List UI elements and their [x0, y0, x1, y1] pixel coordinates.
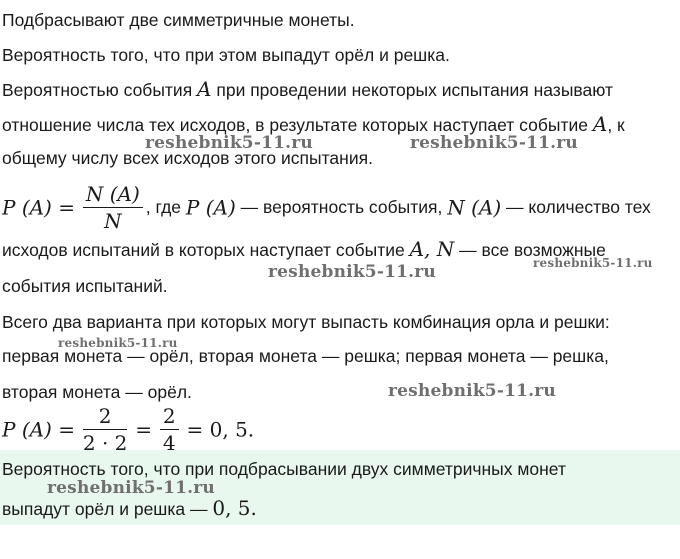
fraction-denominator: 2 · 2: [82, 431, 128, 455]
watermark: reshebnik5-11.ru: [410, 133, 578, 153]
text-segment: выпадут орёл и решка —: [2, 499, 213, 519]
text-segment: где: [155, 197, 186, 217]
text-segment: отношение числа тех исходов, в результате которых наступает событие: [2, 115, 593, 135]
formula-fraction-1: [83, 404, 128, 455]
text-segment: — количество тех: [501, 197, 651, 217]
watermark: reshebnik5-11.ru: [533, 256, 653, 270]
math-p-a: P (A): [185, 195, 236, 220]
text-segment: исходов испытаний в которых наступает событие: [2, 240, 410, 260]
watermark: reshebnik5-11.ru: [388, 381, 556, 401]
watermark: reshebnik5-11.ru: [58, 336, 178, 350]
text-segment: — вероятность события,: [235, 197, 448, 217]
formula-fraction: [83, 182, 143, 233]
text-line-3: [2, 77, 613, 101]
fraction-denominator: N: [104, 209, 122, 233]
text-line-7: [2, 237, 606, 261]
math-n-a: N (A): [447, 195, 502, 220]
math-event-a: A: [197, 77, 212, 101]
text-line-1: Подбрасывают две симметричные монеты.: [2, 10, 355, 30]
text-line-5: общему числу всех исходов этого испытания.: [2, 148, 373, 168]
formula-fraction-2: [160, 404, 179, 455]
math-a-n: A, N: [409, 237, 455, 261]
watermark: reshebnik5-11.ru: [145, 133, 313, 153]
answer-value: 0, 5.: [212, 496, 257, 520]
formula-lhs: P (A) =: [2, 417, 75, 442]
answer-line-1: Вероятность того, что при подбрасывании двух симметричных монет: [2, 459, 566, 479]
text-line-2: Вероятность того, что при этом выпадут орёл и решка.: [2, 45, 450, 65]
equals-sign: =: [135, 417, 153, 442]
formula-line-2: [2, 404, 254, 455]
formula-line-1: P (A) = $\frac{N (A)}{N}$ , где P (A) — вероятность события, N (A) — количество тех: [2, 182, 651, 233]
watermark: reshebnik5-11.ru: [268, 262, 436, 282]
fraction-denominator: 4: [162, 431, 176, 455]
text-segment: Вероятностью события: [2, 80, 198, 100]
answer-line-2: [2, 496, 257, 520]
watermark: reshebnik5-11.ru: [47, 478, 215, 498]
fraction-numerator: 2: [83, 404, 128, 430]
math-event-a: A: [592, 112, 608, 136]
fraction-numerator: N (A): [83, 182, 143, 208]
fraction-numerator: 2: [160, 404, 179, 430]
text-line-11: вторая монета — орёл.: [2, 382, 192, 402]
formula-result: = 0, 5.: [186, 417, 255, 442]
text-segment: при проведении некоторых испытания называют: [211, 80, 613, 100]
text-segment: — все возможные: [454, 240, 606, 260]
text-line-10: первая монета — орёл, вторая монета — решка; первая монета — решка,: [2, 346, 609, 366]
formula-lhs: P (A) =: [2, 195, 75, 220]
text-line-8: события испытаний.: [2, 276, 168, 296]
text-segment: , к: [607, 115, 625, 135]
text-line-9: Всего два варианта при которых могут выпасть комбинация орла и решки:: [2, 312, 610, 332]
